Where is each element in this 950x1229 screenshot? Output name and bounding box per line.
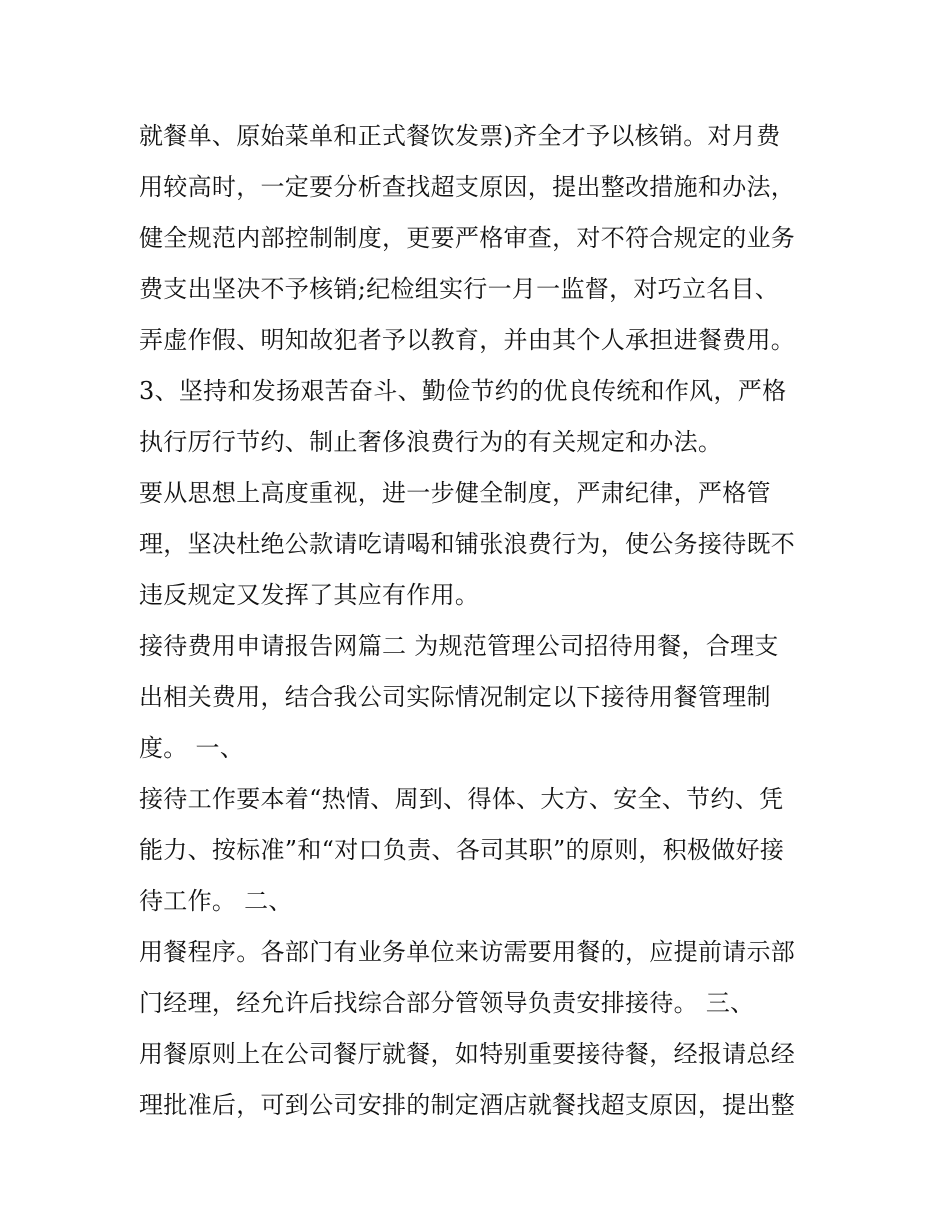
- text-line: 能力、按标准”和“对口负责、各司其职”的原则，积极做好接: [139, 836, 785, 864]
- text-line: 用餐程序。各部门有业务单位来访需要用餐的，应提前请示部: [139, 938, 796, 966]
- text-line: 用餐原则上在公司餐厅就餐，如特别重要接待餐，经报请总经: [139, 1040, 796, 1068]
- text-line: 要从思想上高度重视，进一步健全制度，严肃纪律，严格管: [139, 479, 771, 507]
- text-line: 执行厉行节约、制止奢侈浪费行为的有关规定和办法。: [139, 428, 723, 456]
- document-body: [139, 111, 819, 1131]
- text-line: 接待工作要本着“热情、周到、得体、大方、安全、节约、凭: [139, 785, 784, 813]
- text-line: 待工作。 二、: [139, 887, 293, 915]
- text-line: 3、坚持和发扬艰苦奋斗、勤俭节约的优良传统和作风，严格: [139, 377, 787, 405]
- text-line: 接待费用申请报告网篇二 为规范管理公司招待用餐，合理支: [139, 632, 779, 660]
- text-line: 费支出坚决不予核销;纪检组实行一月一监督，对巧立名目、: [139, 275, 780, 303]
- text-line: 理，坚决杜绝公款请吃请喝和铺张浪费行为，使公务接待既不: [139, 530, 796, 558]
- text-line: 门经理，经允许后找综合部分管领导负责安排接待。 三、: [139, 989, 755, 1017]
- text-line: 弄虚作假、明知故犯者予以教育，并由其个人承担进餐费用。: [139, 326, 796, 354]
- text-line: 出相关费用，结合我公司实际情况制定以下接待用餐管理制: [139, 683, 771, 711]
- text-line: 用较高时，一定要分析查找超支原因，提出整改措施和办法，: [139, 173, 796, 201]
- text-line: 度。 一、: [139, 734, 245, 762]
- text-line: 就餐单、原始菜单和正式餐饮发票)齐全才予以核销。对月费: [139, 122, 781, 150]
- text-line: 理批准后，可到公司安排的制定酒店就餐找超支原因，提出整: [139, 1091, 796, 1119]
- text-line: 违反规定又发挥了其应有作用。: [139, 581, 480, 609]
- text-line: 健全规范内部控制制度，更要严格审查，对不符合规定的业务: [139, 224, 796, 252]
